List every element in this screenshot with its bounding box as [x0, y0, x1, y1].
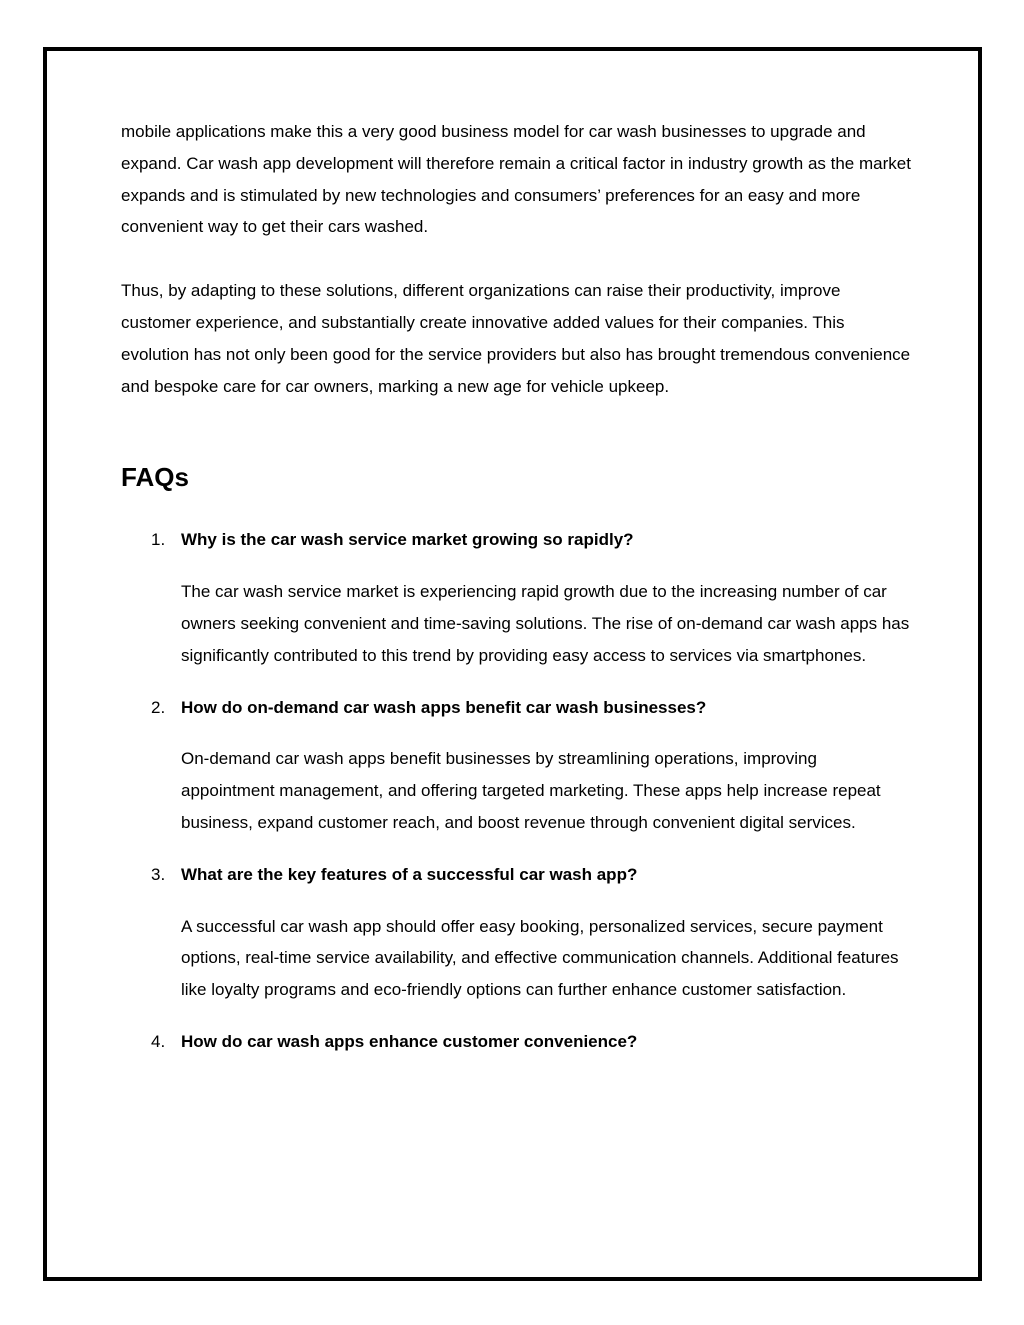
- faq-number: 2.: [151, 697, 166, 717]
- faq-number: 4.: [151, 1031, 166, 1051]
- faq-heading: FAQs: [121, 462, 189, 493]
- faq-item-2: [121, 692, 911, 839]
- faq-item-1: [121, 524, 911, 671]
- faq-number: 1.: [151, 530, 166, 550]
- faq-answer: The car wash service market is experiencing rapid growth due to the increasing number of car owners seeking convenient and time-saving solutions. The rise of on-demand car wash apps has significantly contributed to this trend by providing easy access to services via smartphones.: [181, 582, 910, 665]
- faq-answer: A successful car wash app should offer easy booking, personalized services, secure payment options, real-time service availability, and effective communication channels. Additional features like loyalty programs and eco-friendly options can further enhance customer satisfaction.: [181, 916, 899, 1000]
- faq-question: How do car wash apps enhance customer convenience?: [181, 1031, 638, 1051]
- faq-number: 3.: [151, 864, 166, 884]
- faq-item-3: [121, 859, 911, 1006]
- faq-question: How do on-demand car wash apps benefit car wash businesses?: [181, 697, 707, 717]
- document-content: [121, 116, 911, 1058]
- faq-question: What are the key features of a successful car wash app?: [181, 864, 638, 884]
- faq-item-4: [121, 1026, 911, 1058]
- body-paragraph-1: mobile applications make this a very good business model for car wash businesses to upgrade and expand. Car wash app development will therefore remain a critical factor in industry growth as the market expands and is stimulated by new technologies and consumers’ preferences for an easy and more convenient way to get their cars washed.: [121, 122, 911, 237]
- faq-question: Why is the car wash service market growing so rapidly?: [181, 530, 634, 550]
- faq-answer: On-demand car wash apps benefit businesses by streamlining operations, improving appointment management, and offering targeted marketing. These apps help increase repeat business, expand customer reach, and boost revenue through convenient digital services.: [181, 749, 881, 832]
- body-paragraph-2: Thus, by adapting to these solutions, different organizations can raise their productivity, improve customer experience, and substantially create innovative added values for their companies. This evolution has not only been good for the service providers but also has brought tremendous convenience and bespoke care for car owners, marking a new age for vehicle upkeep.: [121, 281, 911, 396]
- faq-list: [121, 524, 911, 1057]
